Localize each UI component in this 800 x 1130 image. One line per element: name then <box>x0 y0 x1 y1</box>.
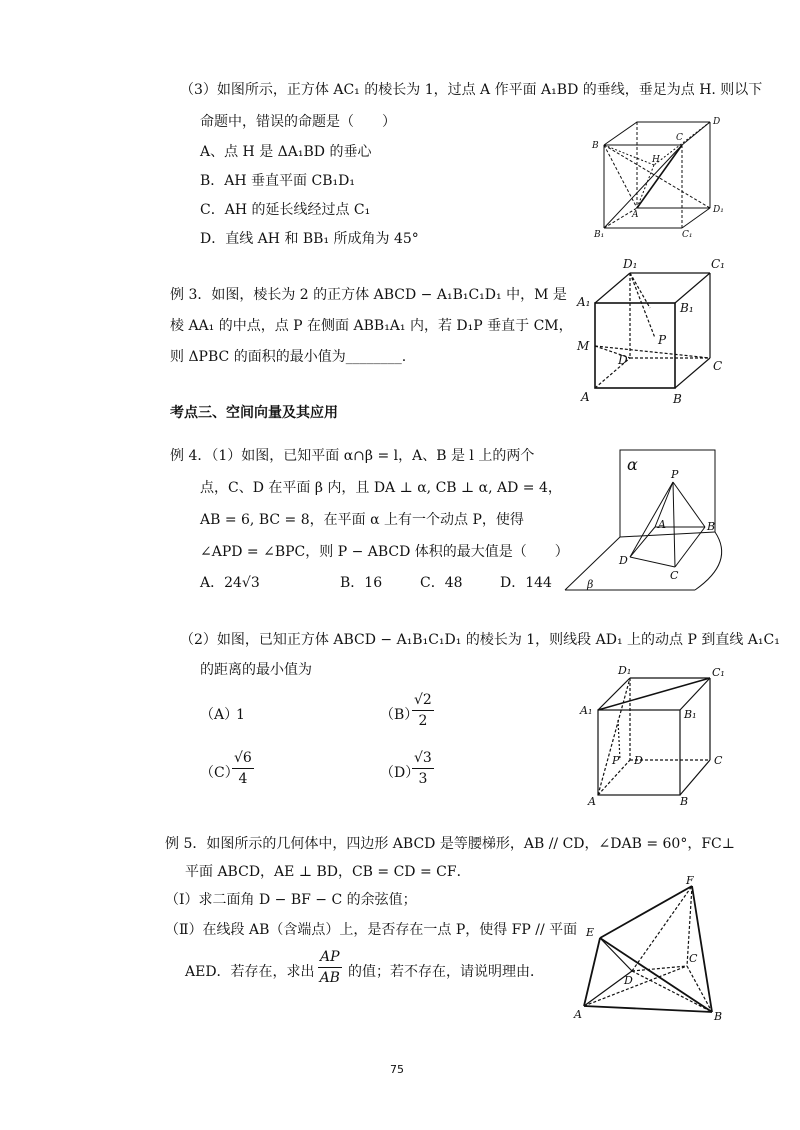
ex3-label-c: C <box>713 359 723 373</box>
ex4-2-option-d-num: √3 <box>412 748 434 769</box>
q3-label-d: D <box>713 117 721 127</box>
ex4-2-label-d1: D₁ <box>618 664 632 677</box>
ex5-part3-post: 的值；若不存在，请说明理由． <box>348 964 544 980</box>
ex5-label-a: A <box>574 1008 582 1021</box>
ex4-2-option-b-den: 2 <box>418 713 428 729</box>
ex4-2-option-a-label: （A） <box>200 707 239 723</box>
ex4-2-option-c-den: 4 <box>238 771 248 787</box>
ex4-2-line2: 的距离的最小值为 <box>200 662 312 678</box>
q3-option-a: A、点 H 是 ΔA₁BD 的垂心 <box>200 144 372 160</box>
section-title: 考点三、空间向量及其应用 <box>170 405 338 421</box>
ex5-label-d: D <box>624 974 633 987</box>
ex4-1-line1: 例 4．（1）如图，已知平面 α∩β = l，A、B 是 l 上的两个 <box>170 448 535 464</box>
ex4-2-option-d-fraction <box>412 748 434 789</box>
q3-label-h: H <box>652 155 660 165</box>
ex4-1-option-c: C．48 <box>420 575 463 591</box>
ex4-2-option-c-label: （C） <box>200 765 239 781</box>
ex5-part2: （Ⅱ）在线段 AB（含端点）上，是否存在一点 P，使得 FP // 平面 <box>165 922 578 938</box>
q3-label-b1: B₁ <box>594 230 605 240</box>
ex3-label-b: B <box>673 392 682 406</box>
ex3-cube-figure <box>575 258 725 408</box>
ex4-2-label-c: C <box>714 754 723 767</box>
ex4-2-option-b-label: （B） <box>380 707 419 723</box>
ex4-label-c: C <box>670 569 679 582</box>
ex4-1-planes-figure <box>565 442 745 592</box>
ex3-label-p: P <box>658 333 667 347</box>
q3-label-c: C <box>676 133 683 143</box>
ex4-2-label-c1: C₁ <box>712 666 725 679</box>
q3-option-b: B．AH 垂直平面 CB₁D₁ <box>200 173 355 189</box>
ex5-part3-pre: AED．若存在，求出 <box>185 964 315 980</box>
ex4-label-b: B <box>707 520 716 533</box>
ex4-2-label-p: P <box>612 754 620 767</box>
ex4-2-label-a1: A₁ <box>580 704 593 717</box>
ex5-label-e: E <box>586 926 595 939</box>
ex5-solid-figure <box>572 876 732 1021</box>
ex4-label-alpha: α <box>627 455 638 474</box>
ex3-label-a1: A₁ <box>577 295 591 309</box>
ex5-label-b: B <box>714 1010 723 1023</box>
ex4-2-option-d-den: 3 <box>418 771 428 787</box>
q3-option-d: D．直线 AH 和 BB₁ 所成角为 45° <box>200 231 419 247</box>
ex4-label-a: A <box>658 518 666 531</box>
ex3-label-b1: B₁ <box>680 301 694 315</box>
ex3-label-d: D <box>618 353 628 367</box>
ex4-2-line1: （2）如图，已知正方体 ABCD − A₁B₁C₁D₁ 的棱长为 1，则线段 AD₁ 上的动点 P 到直线 A₁C₁ <box>180 632 780 648</box>
ex4-1-line4: ∠APD = ∠BPC，则 P − ABCD 体积的最大值是（ ） <box>200 544 569 560</box>
ex4-2-option-a-value: 1 <box>236 707 245 723</box>
ex4-label-beta: β <box>587 578 594 591</box>
ex4-2-option-b-fraction <box>412 690 434 731</box>
ex5-fraction <box>318 947 342 988</box>
ex4-2-label-a: A <box>588 795 596 808</box>
ex4-1-line2: 点，C、D 在平面 β 内，且 DA ⊥ α, CB ⊥ α, AD = 4， <box>200 480 562 496</box>
q3-label-d1: D₁ <box>713 205 724 215</box>
q3-option-c: C．AH 的延长线经过点 C₁ <box>200 202 371 218</box>
q3-cube-figure <box>592 110 732 240</box>
ex4-label-d: D <box>619 554 628 567</box>
ex4-2-option-c-num: √6 <box>232 748 254 769</box>
page-number: 75 <box>390 1063 404 1076</box>
ex5-label-f: F <box>686 874 694 887</box>
ex3-label-m: M <box>577 339 590 353</box>
ex4-2-label-d: D <box>634 754 643 767</box>
ex3-line3: 则 ΔPBC 的面积的最小值为________. <box>170 349 407 365</box>
ex4-2-cube-figure <box>580 660 730 810</box>
ex4-label-p: P <box>671 468 679 481</box>
ex5-frac-num: AP <box>318 947 342 968</box>
ex5-part1: （Ⅰ）求二面角 D − BF − C 的余弦值； <box>165 892 417 908</box>
q3-label-a: A <box>632 210 639 220</box>
ex3-label-a: A <box>581 390 590 404</box>
ex5-label-c: C <box>689 952 698 965</box>
ex3-line1: 例 3．如图，棱长为 2 的正方体 ABCD − A₁B₁C₁D₁ 中，M 是 <box>170 287 567 303</box>
ex3-line2: 棱 AA₁ 的中点，点 P 在侧面 ABB₁A₁ 内，若 D₁P 垂直于 CM， <box>170 318 573 334</box>
ex4-2-label-b1: B₁ <box>684 708 697 721</box>
ex5-frac-den: AB <box>319 970 340 986</box>
ex3-label-d1: D₁ <box>623 257 638 271</box>
ex4-1-line3: AB = 6, BC = 8，在平面 α 上有一个动点 P，使得 <box>200 512 524 528</box>
ex4-2-label-b: B <box>680 795 689 808</box>
ex4-2-option-c-fraction <box>232 748 254 789</box>
ex4-1-option-d: D．144 <box>500 575 552 591</box>
ex4-1-option-a: A．24√3 <box>200 575 260 591</box>
ex3-label-c1: C₁ <box>711 257 725 271</box>
q3-label-c1: C₁ <box>682 230 693 240</box>
ex4-2-option-d-label: （D） <box>380 765 420 781</box>
q3-label-b: B <box>592 141 599 151</box>
q3-stem-line2: 命题中，错误的命题是（ ） <box>200 114 396 130</box>
ex5-line1: 例 5．如图所示的几何体中，四边形 ABCD 是等腰梯形，AB // CD，∠DAB = 60°，FC⊥ <box>165 836 735 852</box>
ex5-line2: 平面 ABCD，AE ⊥ BD，CB = CD = CF． <box>185 864 471 880</box>
q3-stem-line1: （3）如图所示，正方体 AC₁ 的棱长为 1，过点 A 作平面 A₁BD 的垂线，垂足为点 H. 则以下 <box>180 82 763 98</box>
ex4-1-option-b: B．16 <box>340 575 383 591</box>
ex4-2-option-b-num: √2 <box>412 690 434 711</box>
